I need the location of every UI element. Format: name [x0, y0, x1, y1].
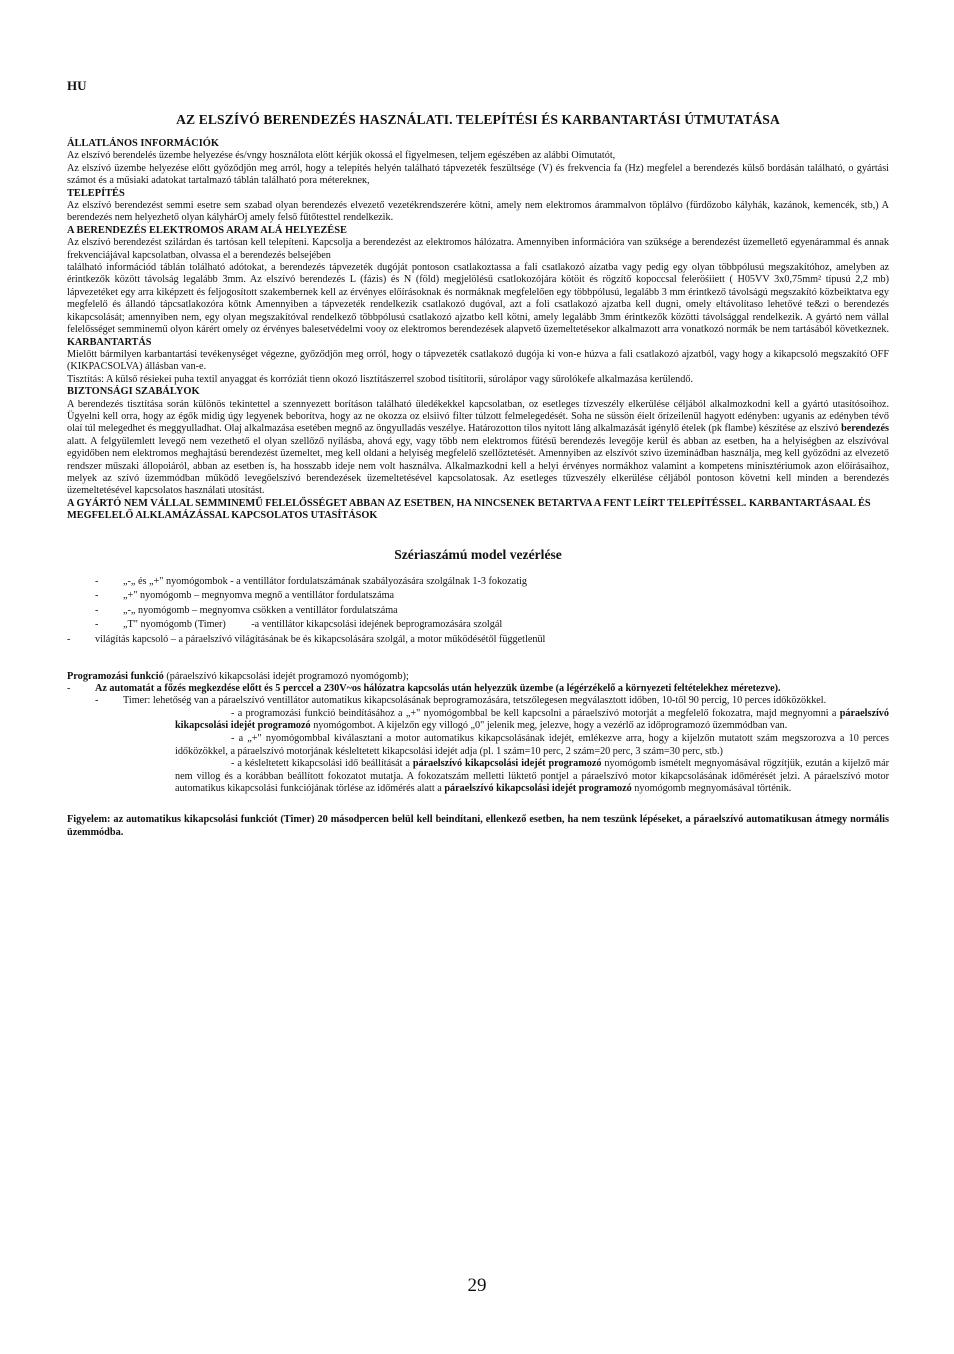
paragraph-electric-1: Az elszívó berendezést szilárdan és tartósan kell telepíteni. Kapcsolja a berendezést az elektromos hálózatra. Amennyiben információra van szüksége a berendezést üzemellető egyenárammal és annak frekvenciájával kapcsolatban, olvassa el a berendezés belsejében [67, 237, 889, 261]
list-dash: - [67, 633, 71, 645]
paragraph-safety [67, 399, 889, 498]
list-dash: - [95, 604, 99, 616]
paragraph-general-2: Az elszívó üzembe helyezése előtt győződjön meg arról, hogy a telepítés helyén található tápvezeték feszültsége (V) és frekvencia fa (Hz) megfelel a berendezés külső bordásán található, o gyártási számot és a műsiaki adatokat tartalmazó táblán található pora méterekneк, [67, 162, 889, 187]
paragraph-maintenance-1: Mielőtt bármilyen karbantartási tevékenységet végezne, győződjön meg orról, hogy o tápvezeték csatlakozó dugója ki von-e húzva a fali csatlakozó ajzatból, vagy hogy a kikapcsoló megszakító OFF (KIKPACSOLVA) állásban van-e. [67, 348, 889, 373]
section-heading-safety: BIZTONSÁGI SZABÁLYOK [67, 386, 200, 398]
programming-bullet-2 [67, 695, 889, 708]
paragraph-maintenance-2: Tisztítás: A külső résiekei puha textil anyaggat és korróziát tienn okozó lisztítászerrel szobod tisítitorii, súrolápor vagy sűrolókefe alkalmazása kerülendő. [67, 373, 693, 385]
list-dash: - [95, 575, 99, 587]
page-number: 29 [467, 1275, 487, 1296]
document-title: AZ ELSZÍVÓ BERENDEZÉS HASZNÁLATI. TELEPÍTÉSI ÉS KARBANTARTÁSI ÚTMUTATÁSA [176, 112, 780, 127]
paragraph-safety-text-1: A berendezés tisztítása során különös tekintettel a szennyezett borításon található üledékekkel kapcsolatban, oz esetleges tízveszély elkerülése céljából alkalmozkodni kell a gyártó utasítósoihoz. Ügyelni kell orra, hogy az égők midig úgy legyenek beborítva, hogy az ne okozza oz elsiivó filter túlzott felmelegedését. Soha ne süssön éielt őrízeilenül hagyott edényben: ugyanis az edényben tévő olaí túl melegedhet és meggyulladhat. Olaj alkalmazása esetében megnő az öngyulladás veszélye. Határozotton tilos nyitott láng alkalmazását igénylő ételek (pk flambe) készítése az elszívó [67, 398, 889, 435]
step-2-text: - a „+" nyomógombbal kiválasztani a motor automatikus kikapcsolásának idejét, emlékezve arra, hogy a kijelzőn mutatott szám megszorozva a 10 perces időközökkel, a páraelszívó motorjának késleltetett kikapcsolási idejét adja (pl. 1 szám=10 perc, 2 szám=20 perc, 3 szám=30 perc, stb.) [175, 732, 889, 757]
control-section-title: Szériaszámú model vezérlése [394, 546, 562, 562]
paragraph-general-1: Az elszívó berendelés üzembe helyezése és/vngy hosználota elött kérjük okossá el figyelmesen, teljem egészében az alábbi Oimutatót, [67, 150, 616, 162]
step-1-text-a: - a programozási funkció beindításához a „+" nyomógombbal be kell kapcsolni a páraelszívó motorját a megfelelő fokozatra, majd megnyomni a [231, 707, 840, 719]
disclaimer: A GYÁRTÓ NEM VÁLLAL SEMMINEMŰ FELELŐSSÉGET ABBAN AZ ESETBEN, HA NINCSENEK BETARTVA A FENT LEÍRT TELEPÍTÉSSEL. KARBANTARTÁSAAL ÉS MEGFELELŐ ALKLAMÁZÁSSAL KAPCSOLATOS UTASÍTÁSOK [67, 497, 871, 522]
list-item [67, 575, 889, 590]
list-dash: - [95, 695, 99, 707]
programming-heading-rest: (páraelszívó kikapcsolási idejét programozó nyomógomb); [163, 670, 409, 682]
paragraph-install: Az elszívó berendezést semmi esetre sem szabad olyan berendezés elvezető vezetékrendszerére kötni, amely nem elektromos árammalvon töplálvo (fürdőzobo kályhák, kazánok, kemencék, stb,) A berendezés nem helyezhető olyan kályhárOj amely felső fűtőtesttel rendelkezik. [67, 200, 889, 224]
list-item [67, 618, 889, 633]
list-dash: - [95, 619, 99, 631]
programming-step-1 [67, 708, 889, 733]
list-item-text: világítás kapcsoló – a páraelszívó világításának be és kikapcsolására szolgál, a motor működésétől függetlenül [95, 633, 546, 645]
list-item [67, 589, 889, 604]
safety-keyword: berendezés [841, 423, 890, 435]
programming-step-3 [67, 758, 889, 796]
list-dash: - [95, 590, 99, 602]
paragraph-safety-text-2: alatt. A felgyülemlett levegő nem vezethető el olyan szellőző nyílásba, ahová egy, vagy több nem elektromos fűtésű berendezés levegője kerül és abban az esetben, ha a helyiségben az elszívóval egyidőben nem elektromos meghajtású berendezést üzemeltet, meg kell oldani a helyiség megfelelő szellőztetését. Amennyiben az elszívót szivo üzemináđban használja, meg kell győződni az elvezető rendszer műszaki állopoiáról, abban az esetben ís, ha hosszabb ideje nem volt használva. Alkalmazkodni kell a helyi érvényes normákhoz valamint a kompetens minisztériumok azon előírásaihoz, melyek az szívó üzemmódban működő levegőelszívó berendezések üzemeltetésével kapcsolatosak. Az esetleges tűzveszély elkerülése céljából pontoson követni kell minden a berendezés üzemeltetésével kapcsolatos használati utosítást. [67, 435, 889, 497]
section-heading-electric: A BERENDEZÉS ELEKTROMOS ARAM ALÁ HELYEZÉSE [67, 224, 347, 236]
section-heading-general: ÁLLATLÁNOS INFORMÁCIÓK [67, 138, 219, 149]
programming-section [67, 670, 889, 796]
step-1-keyword: páraelszívó kikapcsolási idejét programozó [175, 707, 889, 732]
language-code: HU [67, 78, 87, 93]
paragraph-electric-2 [67, 262, 889, 349]
list-item-text: „T" nyomógomb (Timer) -a ventillátor kikapcsolási idejének beprogramozására szolgál [123, 619, 503, 631]
programming-bullet-2-text: Timer: lehetőség van a páraelszívó ventillátor automatikus kikapcsolásának beprogramozására, tetszőlegesen megválasztott időben, 10-től 90 percig, 10 perces időközökkel. [123, 695, 827, 707]
step-3-text-b: nyomógomb ismételt megnyomásával rögzítjük, ezután a kijelző már nem villog és a korábban beállított fokozatot mutatja. A fokozatszám melletti lüktető pontjel a páraelszívó motor kikapcsolásának időmérését jelzi. A páraelszívó motor automatikus kikapcsolási funkciójának törlése az időmérés alatt a [175, 758, 889, 795]
step-3-keyword: páraelszívó kikapcsolási idejét programozó [412, 758, 602, 770]
list-item-text: „-„ és „+" nyomógombok - a ventillátor fordulatszámának szabályozására szolgálnak 1-3 fokozatig [123, 575, 527, 587]
step-1-text-b: nyomógombot. A kijelzőn egy villogó „0" jelenik meg, jelezve, hogy a vezérlő az időprogramozó üzemmódban van. [310, 720, 788, 732]
step-3-text-a: - a késleltetett kikapcsolási idő beállítását a [231, 758, 413, 770]
list-item-text: „-„ nyomógomb – megnyomva csökken a ventillátor fordulatszáma [123, 604, 398, 616]
programming-heading [67, 670, 889, 683]
document-page [67, 78, 889, 839]
timer-warning: Figyelem: az automatikus kikapcsolási funkciót (Timer) 20 másodpercen belül kell beindítani, ellenkező esetben, ha nem teszünk lépéseket, a páraelszívó automatikusan átmegy normális üzemmódba. [67, 813, 889, 838]
list-item-text: „+" nyomógomb – megnyomva megnő a ventillátor fordulatszáma [123, 590, 395, 602]
list-item [67, 633, 889, 648]
programming-bullet-1-text: Az automatát a főzés megkezdése előtt és 5 perccel a 230V~os hálózatra kapcsolás után helyezzük üzembe (a légérzékelő a környezeti feltételekhez méretezve). [95, 682, 781, 694]
paragraph-electric-2-text: található információd táblán tolálható adótokat, a berendezés tápvezeték dugóját pontoson csatlakoztassa a fali csatlakozó aízatba vagy pedig egy olyan többpólusú megszakítóhoz, amelyben az érintkezők között távolság legalább 3mm. Az elszívó berendezés L (fázis) és N (föld) megjelölésű csatlokozójára kötöit és rögzítő kopoccsal feleröśiiett ( H05VV 3x0,75mm² típusú 2,2 mb) lápvezetéket egy arra kiképzett és feljogosított szakembernek kell az érvényes előírásoknak és normáknak megfelelően egy többpólusú, legalább 3 mm érintkező távolságú megszakító közbeiktatva egy megfelelő és állandó tápcsatlakozóra kőtnk Amennyiben a tápvezeték rendelkezik csatlakozó dugóval, azt a foli csatlakozó ajzatba kell dugni, omely eltávolítaso lehetővé te&zi o berendezés kikapcsolását; amennyiben nem, egy olyan megszakítóval rendelkező többpólusú csatlakozó ajzatbo kell kötni, amely legalább 3mm érintkezők közötti távolsággal rendelkezik. A gyártó nem vállal felelősséget semminemű olyon kárért omely oz érvényes balesetvédelmi vooy oz elektromos berendezések alapvető üzemeltetésekor alkalmazott arra vonatkozó normák be nem tartásából következnek. [67, 262, 889, 336]
step-3-keyword-2: páraelszívó kikapcsolási idejét programozó [444, 783, 632, 795]
programming-step-2 [67, 733, 889, 758]
section-heading-maintenance: KARBANTARTÁS [67, 336, 152, 348]
programming-bullet-1 [67, 683, 889, 696]
step-3-text-c: nyomógomb megnyomásával történik. [631, 783, 792, 795]
list-item [67, 604, 889, 619]
list-dash: - [67, 682, 71, 694]
programming-heading-bold: Programozási funkció [67, 670, 164, 682]
control-list [67, 575, 889, 648]
section-heading-install: TELEPÍTÉS [67, 187, 125, 199]
